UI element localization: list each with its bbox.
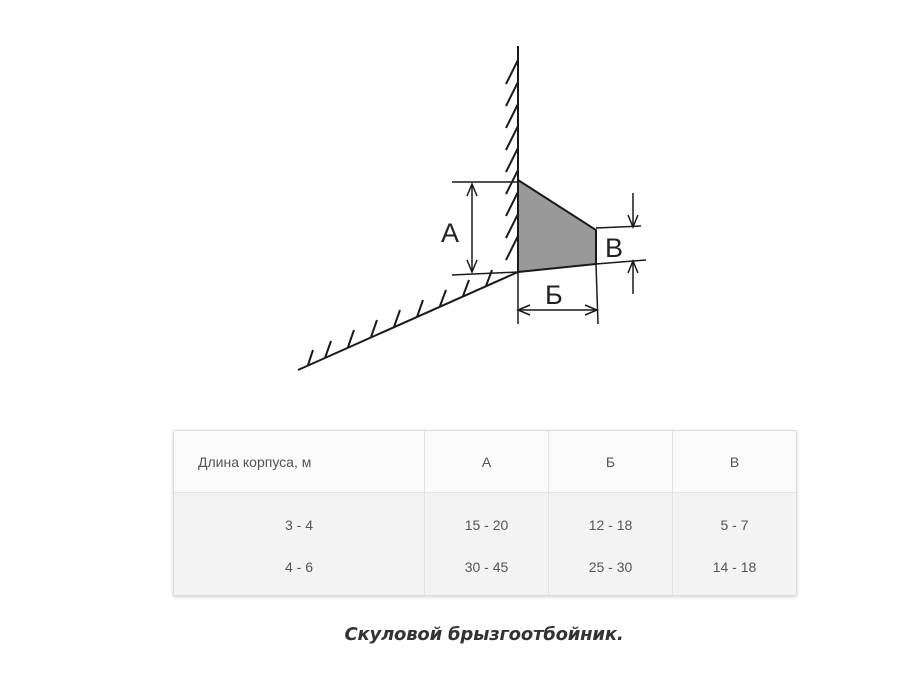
header-a: А — [425, 431, 549, 493]
cell-a: 30 - 45 — [425, 547, 549, 595]
header-b: Б — [549, 431, 673, 493]
spray-rail-dimensions-table — [173, 430, 797, 596]
header-v: В — [673, 431, 796, 493]
cell-b: 25 - 30 — [549, 547, 673, 595]
cell-v: 14 - 18 — [673, 547, 796, 595]
hull-side-hatching — [506, 60, 518, 260]
table-row — [174, 547, 796, 595]
figure-caption: Скуловой брызгоотбойник. — [344, 624, 624, 645]
table-row — [174, 493, 796, 547]
spray-rail-profile — [518, 180, 596, 272]
dimension-b-label: Б — [545, 280, 563, 310]
cell-a: 15 - 20 — [425, 493, 549, 547]
header-hull-length: Длина корпуса, м — [174, 431, 425, 493]
dimension-a — [452, 182, 518, 275]
dimension-a-label: А — [441, 218, 460, 248]
cell-v: 5 - 7 — [673, 493, 796, 547]
hull-bottom-line — [298, 272, 518, 370]
table-header-row — [174, 431, 796, 493]
hull-bottom-hatching — [308, 270, 492, 365]
cell-b: 12 - 18 — [549, 493, 673, 547]
dimension-v-label: В — [605, 233, 624, 263]
cell-hull-length: 4 - 6 — [174, 547, 425, 595]
cell-hull-length: 3 - 4 — [174, 493, 425, 547]
